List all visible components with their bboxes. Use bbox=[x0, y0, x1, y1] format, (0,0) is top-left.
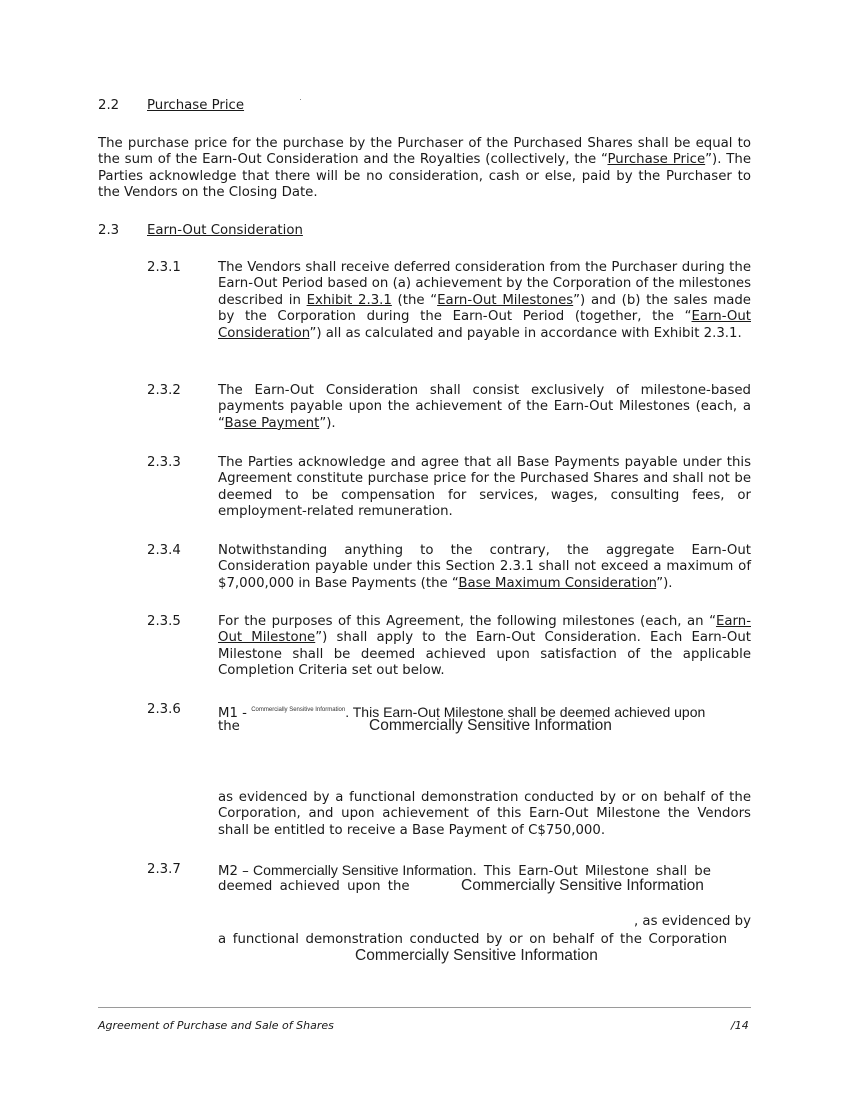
clause-text-line-4: a functional demonstration conducted by or on behalf of the Corporation bbox=[218, 932, 728, 947]
clause-text-part: ”). bbox=[656, 575, 673, 591]
redaction-notice: Commercially Sensitive Information bbox=[369, 717, 612, 734]
section-number: 2.2 bbox=[98, 98, 120, 113]
redaction-notice: Commercially Sensitive Information bbox=[251, 707, 346, 713]
section-title: Purchase Price bbox=[147, 98, 245, 113]
clause-text-line-3: , as evidenced by bbox=[633, 914, 751, 929]
clause-text-part: ”) all as calculated and payable in accordance with Exhibit 2.3.1. bbox=[309, 325, 742, 341]
clause-text bbox=[218, 543, 751, 592]
clause-number: 2.3.6 bbox=[147, 702, 181, 717]
clause-text: The Parties acknowledge and agree that all Base Payments payable under this Agreement constitute purchase price for the Purchased Shares and shall not be deemed to be compensation for services, wages, consulting fees, or employment-related remuneration. bbox=[218, 455, 751, 520]
clause-text-part: The Earn-Out Consideration shall consist exclusively of milestone-based payments payable upon the achievement of the Earn-Out Milestones (each, a “ bbox=[218, 383, 751, 431]
clause-text-part: ”) and (b) the sales made by the Corporation during the Earn-Out Period (together, the “ bbox=[218, 292, 751, 325]
redaction-notice: Commercially Sensitive Information bbox=[253, 862, 473, 878]
clause-number: 2.3.7 bbox=[147, 862, 181, 877]
clause-number: 2.3.5 bbox=[147, 614, 181, 629]
defined-term: Earn-Out Milestone bbox=[218, 614, 751, 646]
clause-text-part: ”). bbox=[319, 415, 336, 431]
clause-number: 2.3.3 bbox=[147, 455, 181, 470]
clause-text-part: Notwithstanding anything to the contrary, the aggregate Earn-Out Consideration payable under this Section 2.3.1 shall not exceed a maximum of $7,000,000 in Base Payments (the “ bbox=[218, 543, 751, 591]
clause-text-part: . This Earn-Out Milestone shall be bbox=[472, 864, 711, 879]
paragraph-text: ”). The Parties acknowledge that there will be no consideration, cash or else, paid by the Purchaser to the Vendors on the Closing Date. bbox=[98, 152, 752, 201]
milestone-label: M2 – bbox=[218, 864, 254, 879]
clause-text-part: The Vendors shall receive deferred consideration from the Purchaser during the Earn-Out Period based on (a) achievement by the Corporation of the milestones described in bbox=[218, 260, 751, 308]
milestone-label: M1 - bbox=[218, 706, 252, 721]
paragraph-text: The purchase price for the purchase by the Purchaser of the Purchased Shares shall be equal to the sum of the Earn-Out Consideration and the Royalties (collectively, the “ bbox=[98, 136, 751, 168]
redaction-notice: Commercially Sensitive Information bbox=[461, 877, 704, 894]
defined-term: Base Maximum Consideration bbox=[458, 575, 657, 591]
footer-page-number: /14 bbox=[731, 1019, 749, 1032]
clause-text-part: deemed achieved upon the bbox=[218, 879, 410, 894]
stray-mark bbox=[300, 99, 301, 100]
section-title: Earn-Out Consideration bbox=[147, 223, 303, 238]
clause-text-part: the bbox=[218, 719, 240, 734]
clause-text bbox=[218, 260, 751, 342]
redaction-notice: Commercially Sensitive Information bbox=[355, 947, 598, 964]
defined-term: Earn-Out Milestones bbox=[437, 292, 574, 308]
clause-number: 2.3.1 bbox=[147, 260, 181, 275]
clause-number: 2.3.2 bbox=[147, 383, 181, 398]
defined-term: Base Payment bbox=[224, 415, 320, 431]
clause-text-part: For the purposes of this Agreement, the following milestones (each, an “ bbox=[218, 614, 716, 629]
defined-term: Earn-Out Consideration bbox=[218, 309, 751, 341]
footer-document-title: Agreement of Purchase and Sale of Shares bbox=[98, 1019, 334, 1032]
defined-term: Purchase Price bbox=[607, 152, 706, 168]
section-number: 2.3 bbox=[98, 223, 120, 238]
purchase-price-paragraph bbox=[98, 136, 751, 202]
footer-divider bbox=[98, 1007, 751, 1008]
clause-text bbox=[218, 614, 751, 680]
exhibit-reference: Exhibit 2.3.1 bbox=[306, 292, 392, 308]
clause-text-part: . This Earn-Out Milestone shall be deemed achieved upon bbox=[345, 704, 706, 720]
clause-number: 2.3.4 bbox=[147, 543, 181, 558]
clause-text bbox=[218, 383, 751, 432]
clause-text-part: (the “ bbox=[391, 292, 438, 308]
clause-text-part: ”) shall apply to the Earn-Out Consideration. Each Earn-Out Milestone shall be deemed achieved upon satisfaction of the applicable Completion Criteria set out below. bbox=[218, 630, 751, 679]
clause-text-continuation: as evidenced by a functional demonstration conducted by or on behalf of the Corporation, and upon achievement of this Earn-Out Milestone the Vendors shall be entitled to receive a Base Payment of C$750,000. bbox=[218, 790, 751, 838]
